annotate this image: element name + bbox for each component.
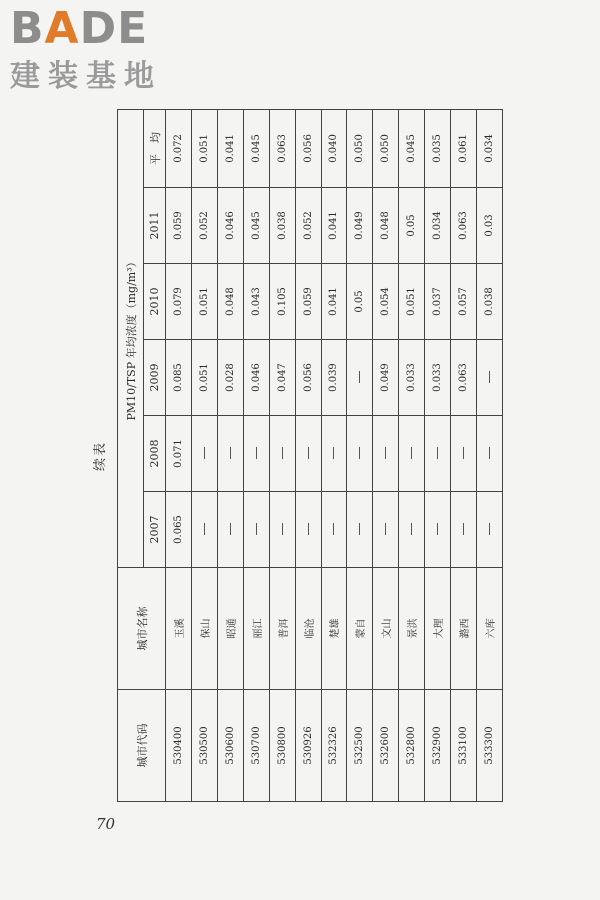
cell-value-1	[451, 416, 477, 492]
cell-value-4: 0.052	[191, 188, 217, 264]
header-year-2010: 2010	[144, 264, 166, 340]
empty-dash	[489, 524, 490, 536]
empty-dash	[359, 524, 360, 536]
cell-value-2: 0.028	[217, 340, 243, 416]
cell-city-code: 530800	[269, 690, 295, 802]
cell-value-4: 0.048	[373, 188, 399, 264]
cell-value-4: 0.052	[295, 188, 321, 264]
cell-value-3: 0.079	[166, 264, 192, 340]
cell-value-1	[373, 416, 399, 492]
cell-city-code: 532500	[347, 690, 373, 802]
cell-value-0: 0.065	[166, 492, 192, 568]
cell-city-name: 文山	[373, 568, 399, 690]
empty-dash	[204, 524, 205, 536]
cell-value-5: 0.072	[166, 109, 192, 187]
empty-dash	[256, 448, 257, 460]
rotated-table-block	[93, 110, 503, 802]
cell-value-3: 0.043	[243, 264, 269, 340]
cell-value-1	[269, 416, 295, 492]
header-city-code: 城市代码	[118, 690, 166, 802]
table-row	[269, 109, 295, 801]
cell-value-1	[243, 416, 269, 492]
cell-value-0	[191, 492, 217, 568]
page-number: 70	[96, 815, 116, 833]
cell-city-code: 532326	[321, 690, 347, 802]
cell-value-0	[269, 492, 295, 568]
cell-value-1	[321, 416, 347, 492]
cell-value-5: 0.051	[191, 109, 217, 187]
header-pm10-group: PM10/TSP 年均浓度（mg/m³）	[118, 109, 144, 567]
cell-value-2: 0.051	[191, 340, 217, 416]
pm10-table	[117, 109, 503, 802]
empty-dash	[230, 524, 231, 536]
cell-value-1	[295, 416, 321, 492]
table-row	[191, 109, 217, 801]
empty-dash	[437, 524, 438, 536]
cell-value-0	[399, 492, 425, 568]
cell-city-code: 533300	[477, 690, 503, 802]
cell-value-3: 0.048	[217, 264, 243, 340]
cell-value-2: 0.047	[269, 340, 295, 416]
header-year-2011: 2011	[144, 188, 166, 264]
empty-dash	[204, 448, 205, 460]
cell-value-0	[373, 492, 399, 568]
cell-value-1	[399, 416, 425, 492]
empty-dash	[411, 524, 412, 536]
cell-value-2: 0.033	[425, 340, 451, 416]
empty-dash	[359, 448, 360, 460]
table-row	[321, 109, 347, 801]
empty-dash	[308, 524, 309, 536]
table-row	[477, 109, 503, 801]
empty-dash	[385, 524, 386, 536]
cell-value-4: 0.046	[217, 188, 243, 264]
cell-value-3: 0.054	[373, 264, 399, 340]
cell-value-5: 0.041	[217, 109, 243, 187]
cell-value-4: 0.03	[477, 188, 503, 264]
cell-value-3: 0.051	[399, 264, 425, 340]
logo-a-accent: A	[44, 3, 80, 54]
table-row	[399, 109, 425, 801]
cell-city-name: 蒙自	[347, 568, 373, 690]
table-row	[295, 109, 321, 801]
empty-dash	[463, 448, 464, 460]
empty-dash	[489, 448, 490, 460]
empty-dash	[282, 448, 283, 460]
cell-city-code: 530400	[166, 690, 192, 802]
cell-value-0	[243, 492, 269, 568]
cell-value-4: 0.038	[269, 188, 295, 264]
cell-value-0	[347, 492, 373, 568]
cell-value-5: 0.035	[425, 109, 451, 187]
cell-city-code: 530926	[295, 690, 321, 802]
cell-city-code: 530600	[217, 690, 243, 802]
cell-city-code: 530700	[243, 690, 269, 802]
cell-value-3: 0.105	[269, 264, 295, 340]
cell-city-name: 六库	[477, 568, 503, 690]
cell-value-0	[217, 492, 243, 568]
cell-value-2: 0.039	[321, 340, 347, 416]
cell-value-5: 0.034	[477, 109, 503, 187]
empty-dash	[489, 372, 490, 384]
cell-value-1	[425, 416, 451, 492]
table-row	[347, 109, 373, 801]
empty-dash	[282, 524, 283, 536]
cell-value-2	[477, 340, 503, 416]
cell-city-name: 玉溪	[166, 568, 192, 690]
cell-value-1	[477, 416, 503, 492]
cell-city-code: 530500	[191, 690, 217, 802]
table-row	[243, 109, 269, 801]
empty-dash	[256, 524, 257, 536]
cell-value-5: 0.063	[269, 109, 295, 187]
empty-dash	[463, 524, 464, 536]
cell-value-3: 0.059	[295, 264, 321, 340]
table-body	[166, 109, 503, 801]
logo-de: DE	[79, 3, 149, 54]
empty-dash	[411, 448, 412, 460]
cell-value-2: 0.049	[373, 340, 399, 416]
cell-value-3: 0.051	[191, 264, 217, 340]
empty-dash	[230, 448, 231, 460]
logo-wordmark	[10, 5, 180, 53]
cell-value-5: 0.045	[243, 109, 269, 187]
cell-city-code: 532900	[425, 690, 451, 802]
header-city-name: 城市名称	[118, 568, 166, 690]
cell-value-2	[347, 340, 373, 416]
empty-dash	[359, 372, 360, 384]
cell-value-2: 0.033	[399, 340, 425, 416]
table-row	[425, 109, 451, 801]
empty-dash	[385, 448, 386, 460]
cell-city-name: 普洱	[269, 568, 295, 690]
cell-value-1	[347, 416, 373, 492]
cell-value-0	[451, 492, 477, 568]
empty-dash	[333, 448, 334, 460]
cell-value-5: 0.040	[321, 109, 347, 187]
cell-value-0	[321, 492, 347, 568]
bade-logo	[10, 5, 180, 95]
table-row	[373, 109, 399, 801]
cell-value-2: 0.056	[295, 340, 321, 416]
cell-city-name: 丽江	[243, 568, 269, 690]
empty-dash	[437, 448, 438, 460]
cell-value-4: 0.034	[425, 188, 451, 264]
cell-value-4: 0.049	[347, 188, 373, 264]
cell-city-code: 532800	[399, 690, 425, 802]
cell-city-name: 潞西	[451, 568, 477, 690]
cell-city-name: 保山	[191, 568, 217, 690]
cell-city-code: 532600	[373, 690, 399, 802]
cell-city-code: 533100	[451, 690, 477, 802]
logo-subtitle: 建装基地	[10, 59, 162, 94]
cell-city-name: 昭通	[217, 568, 243, 690]
cell-value-5: 0.045	[399, 109, 425, 187]
cell-value-1	[217, 416, 243, 492]
header-year-2007: 2007	[144, 492, 166, 568]
cell-value-0	[477, 492, 503, 568]
cell-value-3: 0.037	[425, 264, 451, 340]
empty-dash	[308, 448, 309, 460]
cell-value-4: 0.041	[321, 188, 347, 264]
header-average: 平 均	[144, 109, 166, 187]
cell-value-5: 0.061	[451, 109, 477, 187]
cell-value-3: 0.038	[477, 264, 503, 340]
cell-value-1: 0.071	[166, 416, 192, 492]
table-row	[451, 109, 477, 801]
cell-city-name: 大理	[425, 568, 451, 690]
cell-value-4: 0.05	[399, 188, 425, 264]
cell-value-2: 0.085	[166, 340, 192, 416]
cell-city-name: 临沧	[295, 568, 321, 690]
cell-city-name: 景洪	[399, 568, 425, 690]
cell-city-name: 楚雄	[321, 568, 347, 690]
table-row	[166, 109, 192, 801]
cell-value-1	[191, 416, 217, 492]
cell-value-4: 0.045	[243, 188, 269, 264]
cell-value-3: 0.041	[321, 264, 347, 340]
cell-value-4: 0.059	[166, 188, 192, 264]
cell-value-5: 0.050	[373, 109, 399, 187]
cell-value-2: 0.063	[451, 340, 477, 416]
table-row	[217, 109, 243, 801]
logo-b: B	[10, 3, 45, 54]
cell-value-5: 0.050	[347, 109, 373, 187]
table-caption: 续表	[93, 441, 108, 472]
cell-value-0	[425, 492, 451, 568]
cell-value-3: 0.05	[347, 264, 373, 340]
header-year-2009: 2009	[144, 340, 166, 416]
empty-dash	[333, 524, 334, 536]
cell-value-0	[295, 492, 321, 568]
cell-value-3: 0.057	[451, 264, 477, 340]
cell-value-5: 0.056	[295, 109, 321, 187]
cell-value-2: 0.046	[243, 340, 269, 416]
cell-value-4: 0.063	[451, 188, 477, 264]
header-year-2008: 2008	[144, 416, 166, 492]
